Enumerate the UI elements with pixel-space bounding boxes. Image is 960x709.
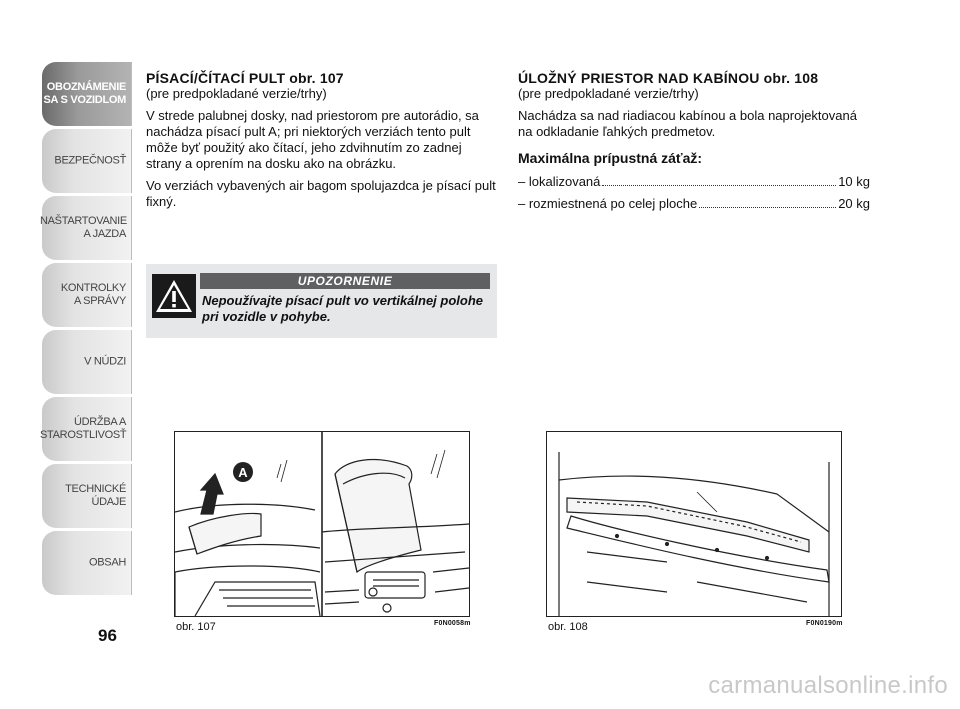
tab-label: BEZPEČNOSŤ	[54, 154, 126, 167]
figure-code: F0N0190m	[806, 620, 843, 627]
dot-leader	[699, 197, 836, 208]
tab-udrzba[interactable]	[42, 397, 132, 461]
warning-text: Nepoužívajte písací pult vo vertikálnej polohe pri vozidle v pohybe.	[202, 293, 484, 324]
tab-v-nudzi[interactable]	[42, 330, 132, 394]
load-value: 10 kg	[838, 174, 870, 189]
watermark: carmanualsonline.info	[708, 672, 948, 699]
tab-label: V NÚDZI	[84, 355, 126, 368]
warning-box	[146, 264, 497, 338]
tab-obsah[interactable]	[42, 531, 132, 595]
paragraph: V strede palubnej dosky, nad priestorom pre autorádio, sa nachádza písací pult A; pri niektorých verziách tento pult môže byť použitý ako čítací, jeho zdvihnutím zo zadnej strany a oprením na dosku ako na obrázku.	[146, 108, 479, 171]
figure-caption: obr. 107	[176, 621, 216, 633]
load-label: – rozmiestnená po celej ploche	[518, 196, 698, 211]
storage-compartment-illustration	[547, 432, 841, 616]
section-subtitle: (pre predpokladané verzie/trhy)	[518, 86, 699, 101]
load-heading: Maximálna prípustná záťaž:	[518, 150, 703, 166]
tab-label: KONTROLKY A SPRÁVY	[60, 282, 126, 307]
warning-title: UPOZORNENIE	[200, 273, 490, 289]
writing-desk-illustration	[175, 432, 469, 616]
section-heading: PÍSACÍ/ČÍTACÍ PULT obr. 107	[146, 70, 344, 86]
warning-triangle-icon	[152, 274, 196, 318]
load-row-distributed	[518, 196, 870, 212]
tab-label: OBOZNÁMENIE SA S VOZIDLOM	[43, 81, 126, 106]
load-value: 20 kg	[838, 196, 870, 211]
tab-nastartovanie[interactable]	[42, 196, 132, 260]
chapter-tabs	[42, 62, 132, 598]
paragraph: Vo verziách vybavených air bagom spolujazdca je písací pult fixný.	[146, 178, 496, 209]
figure-caption: obr. 108	[548, 621, 588, 633]
tab-bezpecnost[interactable]	[42, 129, 132, 193]
figure-writing-desk	[174, 431, 470, 617]
load-row-localized	[518, 174, 870, 190]
paragraph: Nachádza sa nad riadiacou kabínou a bola naprojektovaná na odkladanie ľahkých predmetov.	[518, 108, 857, 139]
tab-technicke-udaje[interactable]	[42, 464, 132, 528]
tab-label: OBSAH	[88, 556, 126, 569]
figure-code: F0N0058m	[434, 620, 471, 627]
page-number: 96	[98, 626, 117, 645]
section-storage	[518, 70, 870, 218]
section-writing-desk	[146, 70, 496, 216]
tab-label: TECHNICKÉ ÚDAJE	[65, 483, 126, 508]
section-subtitle: (pre predpokladané verzie/trhy)	[146, 86, 327, 101]
tab-label: NAŠTARTOVANIE A JAZDA	[40, 215, 127, 240]
tab-label: ÚDRŽBA A STAROSTLIVOSŤ	[40, 416, 127, 441]
tab-kontrolky[interactable]	[42, 263, 132, 327]
tab-oboznamenie[interactable]	[42, 62, 132, 126]
section-heading: ÚLOŽNÝ PRIESTOR NAD KABÍNOU obr. 108	[518, 70, 819, 86]
marker-a-label: A	[238, 465, 248, 480]
dot-leader	[602, 175, 836, 186]
figure-storage-compartment	[546, 431, 842, 617]
load-label: – lokalizovaná	[518, 174, 601, 189]
